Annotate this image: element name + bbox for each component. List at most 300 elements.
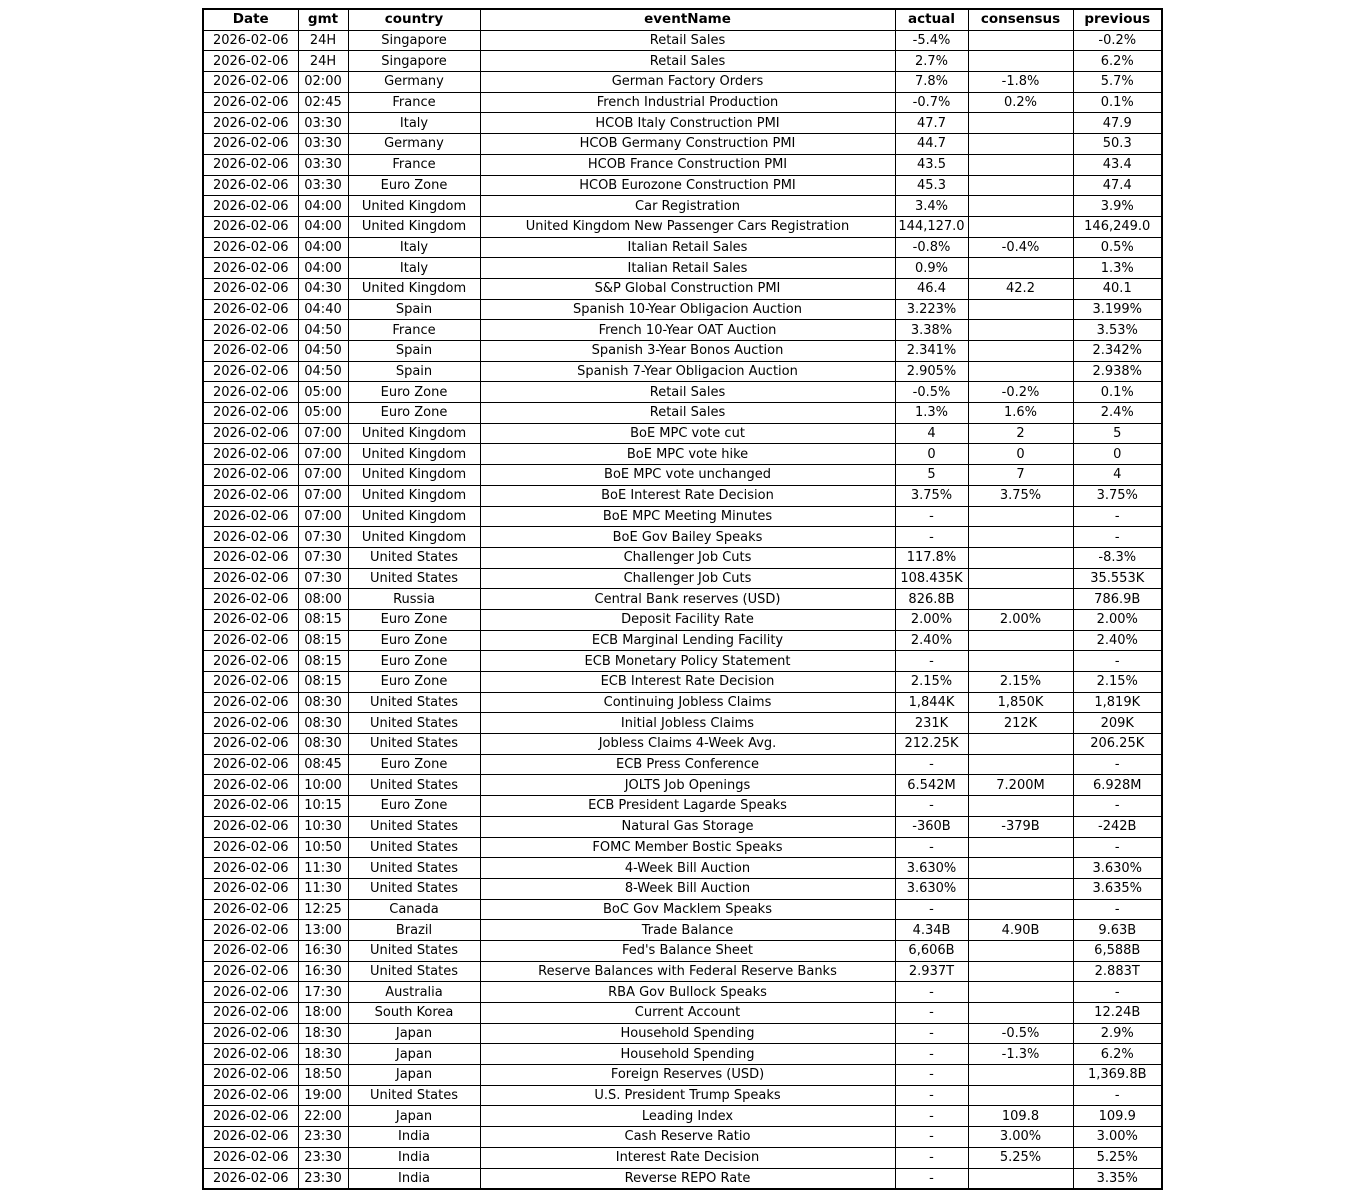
cell-previous: - [1073,982,1162,1003]
cell-date: 2026-02-06 [203,113,298,134]
cell-consensus [968,547,1073,568]
table-row [203,713,1162,734]
cell-country: Russia [348,589,480,610]
cell-date: 2026-02-06 [203,154,298,175]
cell-actual: 1.3% [895,403,968,424]
cell-eventName: Cash Reserve Ratio [480,1127,895,1148]
cell-actual: 2.00% [895,609,968,630]
cell-country: Germany [348,134,480,155]
cell-gmt: 08:15 [298,630,348,651]
cell-country: United States [348,940,480,961]
column-header-consensus: consensus [968,9,1073,30]
cell-previous: 6.2% [1073,1044,1162,1065]
cell-eventName: U.S. President Trump Speaks [480,1085,895,1106]
table-row [203,1147,1162,1168]
cell-eventName: HCOB France Construction PMI [480,154,895,175]
cell-eventName: FOMC Member Bostic Speaks [480,837,895,858]
cell-consensus [968,1065,1073,1086]
cell-date: 2026-02-06 [203,299,298,320]
cell-eventName: RBA Gov Bullock Speaks [480,982,895,1003]
cell-gmt: 08:15 [298,672,348,693]
cell-date: 2026-02-06 [203,216,298,237]
table-row [203,1085,1162,1106]
cell-previous: 146,249.0 [1073,216,1162,237]
table-row [203,465,1162,486]
cell-gmt: 08:15 [298,651,348,672]
cell-country: Japan [348,1023,480,1044]
cell-consensus: -0.2% [968,382,1073,403]
cell-previous: 40.1 [1073,278,1162,299]
table-row [203,154,1162,175]
cell-country: France [348,320,480,341]
cell-previous: 0.5% [1073,237,1162,258]
cell-eventName: 8-Week Bill Auction [480,878,895,899]
cell-previous: 3.35% [1073,1168,1162,1189]
table-row [203,113,1162,134]
cell-consensus: 1,850K [968,692,1073,713]
cell-country: Japan [348,1106,480,1127]
cell-previous: 5.25% [1073,1147,1162,1168]
cell-actual: 3.630% [895,878,968,899]
cell-country: Japan [348,1044,480,1065]
cell-consensus: 2 [968,423,1073,444]
cell-country: Germany [348,72,480,93]
cell-actual: 3.630% [895,858,968,879]
table-row [203,341,1162,362]
cell-consensus [968,30,1073,51]
cell-eventName: Deposit Facility Rate [480,609,895,630]
cell-country: United Kingdom [348,527,480,548]
table-row [203,134,1162,155]
cell-eventName: S&P Global Construction PMI [480,278,895,299]
table-row [203,1023,1162,1044]
cell-date: 2026-02-06 [203,713,298,734]
cell-eventName: Car Registration [480,196,895,217]
column-header-previous: previous [1073,9,1162,30]
cell-gmt: 04:30 [298,278,348,299]
cell-gmt: 03:30 [298,175,348,196]
table-row [203,858,1162,879]
cell-previous: 2.9% [1073,1023,1162,1044]
table-row [203,754,1162,775]
cell-actual: 6,606B [895,940,968,961]
cell-eventName: Italian Retail Sales [480,237,895,258]
cell-gmt: 08:30 [298,713,348,734]
cell-gmt: 05:00 [298,382,348,403]
cell-actual: 2.7% [895,51,968,72]
cell-gmt: 18:30 [298,1023,348,1044]
cell-previous: 5 [1073,423,1162,444]
cell-country: United States [348,837,480,858]
cell-eventName: Household Spending [480,1044,895,1065]
table-row [203,837,1162,858]
cell-eventName: Retail Sales [480,51,895,72]
cell-actual: -5.4% [895,30,968,51]
cell-gmt: 04:50 [298,341,348,362]
cell-date: 2026-02-06 [203,485,298,506]
cell-country: United States [348,961,480,982]
cell-previous: - [1073,796,1162,817]
cell-eventName: Challenger Job Cuts [480,547,895,568]
cell-date: 2026-02-06 [203,920,298,941]
cell-eventName: HCOB Germany Construction PMI [480,134,895,155]
cell-country: United States [348,547,480,568]
cell-consensus [968,630,1073,651]
cell-consensus [968,113,1073,134]
cell-gmt: 17:30 [298,982,348,1003]
cell-eventName: Retail Sales [480,403,895,424]
cell-actual: - [895,527,968,548]
cell-country: Euro Zone [348,175,480,196]
cell-eventName: Italian Retail Sales [480,258,895,279]
cell-actual: -360B [895,816,968,837]
cell-actual: - [895,651,968,672]
cell-eventName: Spanish 10-Year Obligacion Auction [480,299,895,320]
cell-gmt: 02:00 [298,72,348,93]
cell-previous: 3.635% [1073,878,1162,899]
cell-consensus [968,858,1073,879]
table-row [203,1065,1162,1086]
cell-actual: 3.75% [895,485,968,506]
table-row [203,1044,1162,1065]
table-row [203,72,1162,93]
cell-country: United Kingdom [348,506,480,527]
cell-eventName: BoE MPC vote hike [480,444,895,465]
cell-date: 2026-02-06 [203,651,298,672]
cell-previous: -8.3% [1073,547,1162,568]
cell-previous: 35.553K [1073,568,1162,589]
cell-eventName: Retail Sales [480,382,895,403]
table-row [203,692,1162,713]
cell-country: United Kingdom [348,485,480,506]
table-body [203,30,1162,1189]
cell-consensus [968,1003,1073,1024]
cell-gmt: 07:00 [298,485,348,506]
cell-previous: 1.3% [1073,258,1162,279]
cell-gmt: 16:30 [298,961,348,982]
cell-date: 2026-02-06 [203,278,298,299]
cell-date: 2026-02-06 [203,1044,298,1065]
cell-previous: 2.4% [1073,403,1162,424]
cell-country: United Kingdom [348,423,480,444]
cell-consensus: -0.4% [968,237,1073,258]
table-row [203,175,1162,196]
cell-previous: - [1073,899,1162,920]
cell-date: 2026-02-06 [203,506,298,527]
cell-actual: 2.341% [895,341,968,362]
cell-gmt: 04:00 [298,196,348,217]
cell-consensus: -0.5% [968,1023,1073,1044]
cell-actual: 47.7 [895,113,968,134]
table-row [203,775,1162,796]
cell-gmt: 23:30 [298,1127,348,1148]
cell-consensus [968,175,1073,196]
cell-date: 2026-02-06 [203,465,298,486]
cell-date: 2026-02-06 [203,30,298,51]
cell-date: 2026-02-06 [203,1023,298,1044]
cell-consensus [968,134,1073,155]
cell-gmt: 03:30 [298,134,348,155]
cell-previous: 47.9 [1073,113,1162,134]
cell-consensus: -1.3% [968,1044,1073,1065]
cell-country: United States [348,858,480,879]
cell-consensus [968,837,1073,858]
cell-eventName: BoE MPC vote cut [480,423,895,444]
cell-previous: 43.4 [1073,154,1162,175]
cell-previous: -242B [1073,816,1162,837]
cell-gmt: 08:00 [298,589,348,610]
cell-eventName: Reserve Balances with Federal Reserve Banks [480,961,895,982]
cell-date: 2026-02-06 [203,134,298,155]
cell-actual: 826.8B [895,589,968,610]
cell-gmt: 10:50 [298,837,348,858]
cell-consensus [968,899,1073,920]
cell-consensus [968,361,1073,382]
cell-eventName: BoC Gov Macklem Speaks [480,899,895,920]
cell-gmt: 13:00 [298,920,348,941]
table-row [203,444,1162,465]
cell-country: Spain [348,361,480,382]
cell-gmt: 11:30 [298,858,348,879]
cell-date: 2026-02-06 [203,692,298,713]
cell-consensus [968,754,1073,775]
cell-country: Spain [348,299,480,320]
cell-eventName: United Kingdom New Passenger Cars Registration [480,216,895,237]
cell-country: United States [348,1085,480,1106]
table-row [203,1127,1162,1148]
cell-actual: 231K [895,713,968,734]
cell-previous: 2.938% [1073,361,1162,382]
cell-country: United Kingdom [348,465,480,486]
cell-date: 2026-02-06 [203,92,298,113]
cell-country: Euro Zone [348,672,480,693]
cell-date: 2026-02-06 [203,1168,298,1189]
cell-country: France [348,92,480,113]
cell-actual: - [895,796,968,817]
cell-actual: 144,127.0 [895,216,968,237]
cell-date: 2026-02-06 [203,589,298,610]
cell-previous: 47.4 [1073,175,1162,196]
cell-previous: 2.40% [1073,630,1162,651]
cell-consensus [968,258,1073,279]
cell-country: Spain [348,341,480,362]
cell-previous: 3.75% [1073,485,1162,506]
cell-actual: - [895,1044,968,1065]
cell-country: India [348,1127,480,1148]
cell-gmt: 07:30 [298,568,348,589]
cell-consensus [968,878,1073,899]
cell-previous: 2.00% [1073,609,1162,630]
cell-consensus [968,651,1073,672]
cell-date: 2026-02-06 [203,1085,298,1106]
cell-consensus [968,51,1073,72]
cell-gmt: 03:30 [298,154,348,175]
cell-actual: 2.905% [895,361,968,382]
cell-eventName: JOLTS Job Openings [480,775,895,796]
cell-eventName: German Factory Orders [480,72,895,93]
cell-date: 2026-02-06 [203,568,298,589]
cell-consensus [968,196,1073,217]
cell-country: United Kingdom [348,216,480,237]
cell-country: Italy [348,113,480,134]
cell-previous: - [1073,754,1162,775]
cell-actual: - [895,1127,968,1148]
cell-consensus: 109.8 [968,1106,1073,1127]
cell-consensus [968,320,1073,341]
cell-date: 2026-02-06 [203,547,298,568]
cell-country: United Kingdom [348,196,480,217]
cell-previous: - [1073,506,1162,527]
cell-gmt: 23:30 [298,1147,348,1168]
table-row [203,672,1162,693]
cell-actual: - [895,1065,968,1086]
cell-consensus [968,506,1073,527]
table-row [203,258,1162,279]
cell-country: Japan [348,1065,480,1086]
cell-actual: -0.7% [895,92,968,113]
cell-actual: 1,844K [895,692,968,713]
cell-eventName: HCOB Eurozone Construction PMI [480,175,895,196]
cell-eventName: Spanish 7-Year Obligacion Auction [480,361,895,382]
cell-eventName: Retail Sales [480,30,895,51]
cell-date: 2026-02-06 [203,1106,298,1127]
cell-previous: 0 [1073,444,1162,465]
cell-date: 2026-02-06 [203,899,298,920]
cell-date: 2026-02-06 [203,609,298,630]
table-row [203,216,1162,237]
cell-eventName: Jobless Claims 4-Week Avg. [480,734,895,755]
cell-actual: - [895,1003,968,1024]
table-row [203,237,1162,258]
cell-eventName: ECB Marginal Lending Facility [480,630,895,651]
cell-gmt: 07:00 [298,465,348,486]
cell-actual: - [895,1023,968,1044]
cell-actual: 45.3 [895,175,968,196]
cell-actual: 5 [895,465,968,486]
cell-previous: 3.630% [1073,858,1162,879]
cell-gmt: 04:00 [298,216,348,237]
cell-date: 2026-02-06 [203,237,298,258]
cell-actual: 6.542M [895,775,968,796]
cell-country: Australia [348,982,480,1003]
table-row [203,796,1162,817]
cell-eventName: French Industrial Production [480,92,895,113]
cell-actual: 2.15% [895,672,968,693]
table-row [203,527,1162,548]
cell-date: 2026-02-06 [203,403,298,424]
table-row [203,609,1162,630]
cell-eventName: ECB Interest Rate Decision [480,672,895,693]
cell-gmt: 07:00 [298,506,348,527]
cell-country: South Korea [348,1003,480,1024]
table-row [203,30,1162,51]
cell-gmt: 07:30 [298,547,348,568]
cell-eventName: Initial Jobless Claims [480,713,895,734]
column-header-eventName: eventName [480,9,895,30]
economic-calendar-table [202,8,1163,1190]
cell-date: 2026-02-06 [203,361,298,382]
cell-previous: 209K [1073,713,1162,734]
economic-calendar-table-wrap [202,8,1163,1190]
cell-previous: - [1073,527,1162,548]
cell-consensus [968,154,1073,175]
cell-gmt: 18:50 [298,1065,348,1086]
table-row [203,361,1162,382]
cell-consensus [968,527,1073,548]
cell-eventName: ECB Monetary Policy Statement [480,651,895,672]
cell-date: 2026-02-06 [203,196,298,217]
cell-gmt: 24H [298,51,348,72]
cell-actual: - [895,1168,968,1189]
cell-date: 2026-02-06 [203,258,298,279]
cell-date: 2026-02-06 [203,382,298,403]
cell-gmt: 04:50 [298,320,348,341]
cell-gmt: 10:00 [298,775,348,796]
cell-country: Euro Zone [348,382,480,403]
cell-previous: 0.1% [1073,382,1162,403]
cell-consensus [968,796,1073,817]
cell-country: United Kingdom [348,444,480,465]
table-row [203,568,1162,589]
column-header-country: country [348,9,480,30]
cell-date: 2026-02-06 [203,734,298,755]
cell-date: 2026-02-06 [203,796,298,817]
cell-date: 2026-02-06 [203,423,298,444]
cell-gmt: 08:30 [298,692,348,713]
cell-gmt: 05:00 [298,403,348,424]
table-row [203,196,1162,217]
cell-actual: - [895,1085,968,1106]
cell-actual: - [895,837,968,858]
cell-consensus: 212K [968,713,1073,734]
cell-eventName: ECB President Lagarde Speaks [480,796,895,817]
cell-consensus: -1.8% [968,72,1073,93]
cell-actual: - [895,754,968,775]
cell-previous: 3.00% [1073,1127,1162,1148]
cell-previous: 2.342% [1073,341,1162,362]
cell-eventName: Spanish 3-Year Bonos Auction [480,341,895,362]
cell-gmt: 18:00 [298,1003,348,1024]
cell-actual: 4 [895,423,968,444]
cell-eventName: Leading Index [480,1106,895,1127]
cell-gmt: 08:15 [298,609,348,630]
cell-consensus: 3.75% [968,485,1073,506]
table-row [203,299,1162,320]
cell-previous: 6.928M [1073,775,1162,796]
cell-consensus [968,734,1073,755]
table-row [203,485,1162,506]
cell-previous: 109.9 [1073,1106,1162,1127]
cell-gmt: 04:00 [298,258,348,279]
cell-consensus [968,1085,1073,1106]
cell-previous: 12.24B [1073,1003,1162,1024]
cell-actual: -0.8% [895,237,968,258]
cell-country: Canada [348,899,480,920]
cell-previous: 3.53% [1073,320,1162,341]
cell-date: 2026-02-06 [203,341,298,362]
cell-previous: 9.63B [1073,920,1162,941]
table-row [203,403,1162,424]
cell-eventName: BoE Interest Rate Decision [480,485,895,506]
cell-date: 2026-02-06 [203,858,298,879]
table-row [203,1106,1162,1127]
cell-previous: 2.15% [1073,672,1162,693]
cell-gmt: 19:00 [298,1085,348,1106]
cell-eventName: Current Account [480,1003,895,1024]
cell-previous: - [1073,1085,1162,1106]
cell-previous: - [1073,837,1162,858]
cell-gmt: 04:50 [298,361,348,382]
